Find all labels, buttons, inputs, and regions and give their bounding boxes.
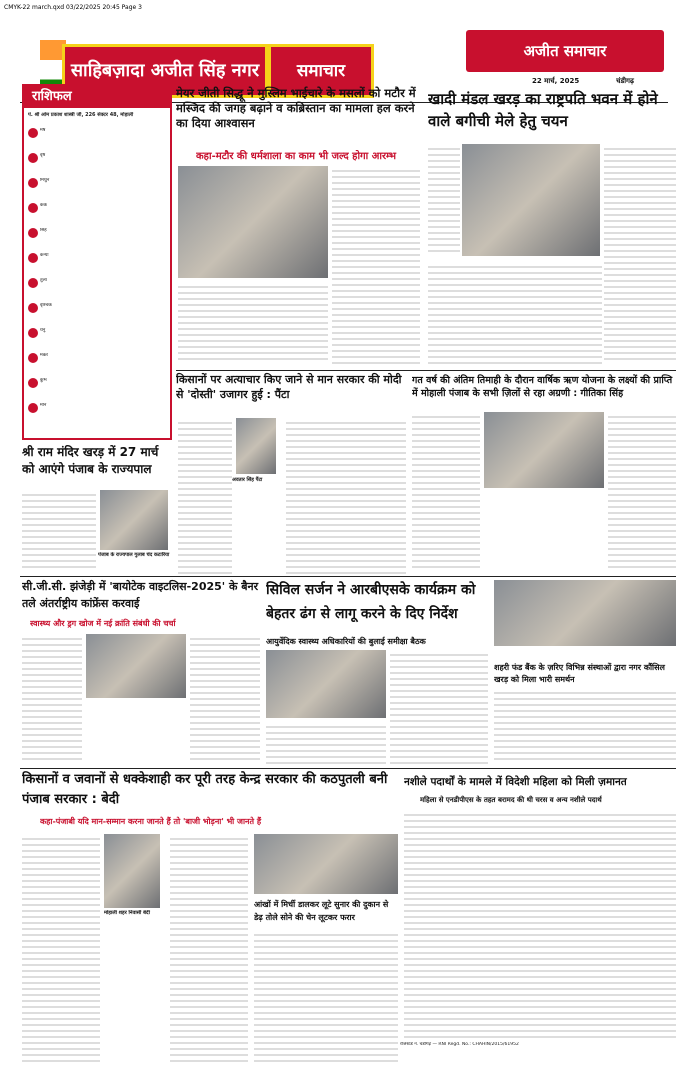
bedi-headline: किसानों व जवानों से धक्केशाही कर पूरी तरह केन्द्र सरकार की कठपुतली बनी पंजाब सरकार : बेदी [22, 772, 388, 807]
cgc-conference-photo [86, 634, 186, 698]
khadi-event-photo [462, 144, 600, 256]
bedi-caption: मोहाली शहर निवासी बेदी [104, 910, 150, 916]
governor-caption: पंजाब के राज्यपाल गुलाब चंद कटारिया [98, 552, 170, 558]
zodiac-icon [28, 178, 38, 188]
civil-article-body [390, 650, 488, 764]
rashifal-intro: पं. श्री ओम प्रकाश शास्त्री जी, 226 सेक्टर 48, मोहाली [28, 112, 134, 118]
zodiac-icon [28, 153, 38, 163]
rashi-item: वृष [28, 153, 168, 173]
khadi-article-body-3 [428, 262, 602, 366]
painta-photo [236, 418, 276, 474]
cgc-headline: सी.जी.सी. झंजेड़ी में 'बायोटेक वाइटलिस-2025' के बैनर तले अंतर्राष्ट्रीय कांफ्रेंस करवाई [22, 580, 259, 610]
rashi-item: धनु [28, 328, 168, 348]
city-council-body [494, 688, 676, 764]
rashi-item: मेष [28, 128, 168, 148]
zodiac-icon [28, 228, 38, 238]
rashifal-list [26, 128, 168, 436]
rashi-item: वृश्चिक [28, 303, 168, 323]
shop-photo [254, 834, 398, 894]
masthead-title: साहिबज़ादा अजीत सिंह नगर [62, 44, 268, 98]
chilli-robbery-headline: आंखों में मिर्ची डालकर लूटे सुनार की दुकान से डेढ़ तोले सोने की चेन लूटकर फरार [254, 900, 389, 922]
cgc-article-body [22, 634, 82, 764]
loan-article-body [412, 412, 480, 572]
masthead-samachar: समाचार [268, 44, 374, 98]
civil-article-body-2 [266, 722, 386, 764]
rashi-item: मिथुन [28, 178, 168, 198]
bedi-article-body [22, 834, 100, 1064]
chilli-robbery-body [254, 930, 398, 1064]
zodiac-icon [28, 353, 38, 363]
cgc-subhead: स्वास्थ्य और ड्रग खोज में नई क्रांति संबंधी की चर्चा [30, 619, 176, 628]
ajit-samachar-title: अजीत समाचार [466, 30, 664, 72]
khadi-article-body-2 [604, 144, 676, 364]
bedi-subhead: कहा-पंजाबी यदि मान-सम्मान करना जानते हैं तो 'बाजी भोड़ना' भी जानते हैं [40, 817, 262, 826]
mayor-article-body [332, 166, 420, 366]
issue-city: चंडीगढ़ [616, 77, 634, 85]
zodiac-icon [28, 253, 38, 263]
rashi-item: मकर [28, 353, 168, 373]
imprint-footer: रजिस्टर्ड नं. चंडीगढ़ — RNI Regd. No.: CHAHIN/2015/61952 [400, 1042, 519, 1047]
rashi-item: सिंह [28, 228, 168, 248]
loan-article-body-2 [608, 412, 676, 572]
rashi-item: कन्या [28, 253, 168, 273]
drug-headline: नशीले पदार्थों के मामले में विदेशी महिला को मिली ज़मानत [404, 776, 627, 788]
mayor-subhead: कहा-मटौर की धर्मशाला का काम भी जल्द होगा आरम्भ [196, 151, 397, 162]
zodiac-icon [28, 403, 38, 413]
rashi-item: मीन [28, 403, 168, 423]
farmers-headline: किसानों पर अत्याचार किए जाने से मान सरकार की मोदी से 'दोस्ती' उजागर हुई : पैंटा [176, 373, 402, 401]
zodiac-icon [28, 278, 38, 288]
zodiac-icon [28, 303, 38, 313]
section-rule [20, 576, 676, 577]
students-photo [494, 580, 676, 646]
drug-subhead: महिला से एनडीपीएस के तहत बरामद की थी चरस व अन्य नशीले पदार्थ [420, 796, 602, 804]
rashi-item: कुंभ [28, 378, 168, 398]
rashifal-title: राशिफल [24, 86, 170, 108]
rashi-item: कर्क [28, 203, 168, 223]
file-header-bar: CMYK-22 march.qxd 03/22/2025 20:45 Page 3 [4, 4, 142, 11]
loan-meeting-photo [484, 412, 604, 488]
section-rule [176, 370, 676, 371]
mayor-headline: मेयर जीती सिद्धू ने मुस्लिम भाईचारे के मसलों को मटौर में मस्जिद की जगह बढ़ाने व कब्रिस्तान का मामला हल करने का दिया आश्वासन [176, 86, 416, 130]
drug-article-body [404, 810, 676, 1040]
khadi-headline: खादी मंडल खरड़ का राष्ट्रपति भवन में होने वाले बगीची मेले हेतु चयन [428, 90, 658, 130]
loan-headline: गत वर्ष की अंतिम तिमाही के दौरान वार्षिक ऋण योजना के लक्ष्यों की प्राप्ति में मोहाली पंजाब के सभी ज़िलों से रहा अग्रणी : गीतिका सिंह [412, 375, 673, 399]
section-rule [20, 768, 676, 769]
civil-meeting-photo [266, 650, 386, 718]
governor-photo [100, 490, 168, 550]
ram-mandir-headline: श्री राम मंदिर खरड़ में 27 मार्च को आएंगे पंजाब के राज्यपाल [22, 445, 159, 476]
zodiac-icon [28, 378, 38, 388]
city-council-headline: शहरी फंड बैंक के ज़रिए विभिन्न संस्थाओं द्वारा नगर कौंसिल खरड़ को मिला भारी समर्थन [494, 663, 665, 684]
issue-date: 22 मार्च, 2025 [532, 77, 580, 85]
bedi-article-body-2 [170, 834, 248, 1064]
civil-surgeon-subhead: आयुर्वेदिक स्वास्थ्य अधिकारियों की बुलाई समीक्षा बैठक [266, 637, 426, 646]
farmers-article-body-2 [286, 418, 406, 574]
ram-mandir-body [22, 490, 96, 572]
zodiac-icon [28, 203, 38, 213]
rashi-item: तुला [28, 278, 168, 298]
mayor-event-photo [178, 166, 328, 278]
painta-caption: अवतार सिंह पैंटा [232, 477, 263, 483]
cgc-article-body-2 [190, 634, 260, 764]
mayor-article-body-2 [178, 282, 328, 364]
rashifal-panel [22, 84, 172, 440]
bedi-photo [104, 834, 160, 908]
civil-surgeon-headline: सिविल सर्जन ने आरबीएसके कार्यक्रम को बेहतर ढंग से लागू करने के दिए निर्देश [266, 582, 476, 622]
zodiac-icon [28, 328, 38, 338]
farmers-article-body [178, 418, 232, 574]
zodiac-icon [28, 128, 38, 138]
khadi-article-body [428, 144, 460, 254]
